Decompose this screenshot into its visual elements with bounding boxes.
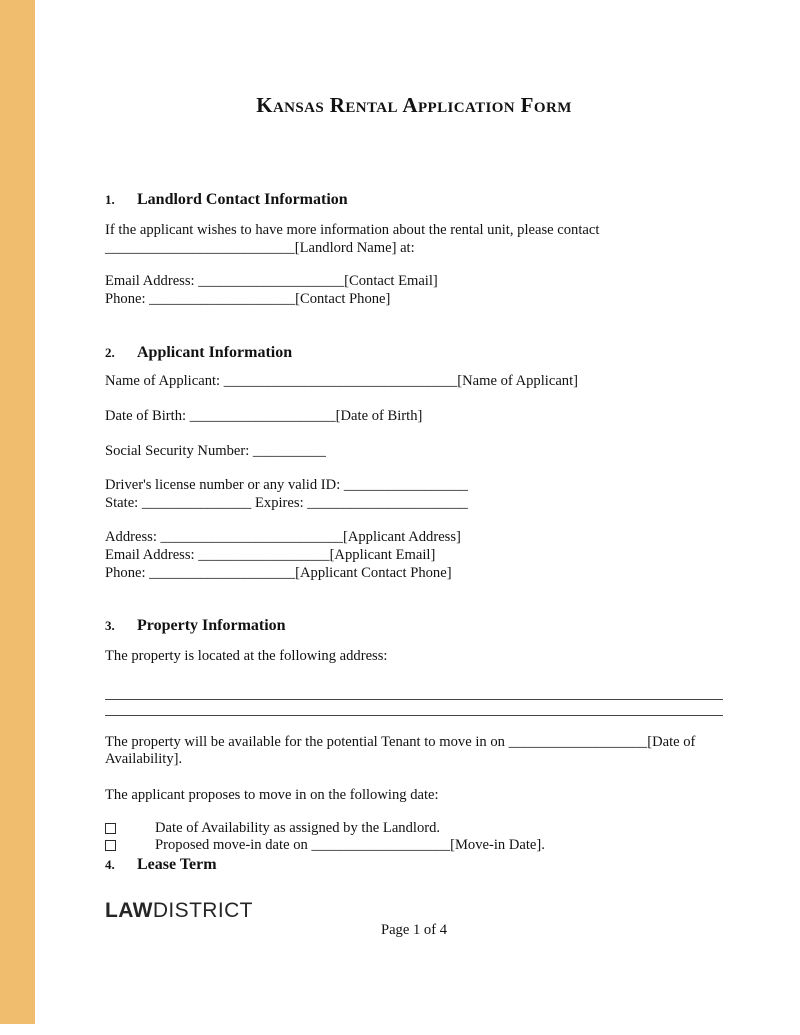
landlord-intro-line1: If the applicant wishes to have more information about the rental unit, please contact: [105, 222, 600, 238]
applicant-license-block: [105, 477, 723, 512]
logo-district-text: DISTRICT: [152, 898, 253, 922]
applicant-name-line: Name of Applicant: ________________________________[Name of Applicant]: [105, 373, 579, 390]
applicant-phone-line: Phone: ____________________[Applicant Contact Phone]: [105, 564, 452, 581]
document-title: Kansas Rental Application Form: [256, 93, 572, 117]
property-address-blank-line-2: [105, 715, 723, 716]
section-heading-landlord-contact: [105, 190, 723, 210]
move-in-option-row: [105, 820, 723, 838]
section-title: Lease Term: [137, 855, 217, 873]
applicant-contact-block: [105, 529, 723, 582]
section-heading-applicant-info: [105, 343, 723, 363]
property-address-blank-line-1: [105, 699, 723, 700]
section-heading-property-info: [105, 616, 723, 636]
checkbox-proposed-move-in-date[interactable]: [105, 840, 116, 851]
applicant-dob-line: Date of Birth: ____________________[Date of Birth]: [105, 407, 423, 424]
applicant-license-line: Driver's license number or any valid ID: _________________: [105, 477, 468, 494]
accent-stripe: [0, 0, 35, 1024]
landlord-email-line: Email Address: ____________________[Contact Email]: [105, 273, 438, 290]
landlord-name-blank-line: __________________________[Landlord Name] at:: [105, 239, 415, 256]
availability-paragraph: [105, 734, 723, 769]
page-number: Page 1 of 4: [380, 921, 448, 938]
section-title: Property Information: [137, 617, 286, 635]
availability-line2: Availability].: [105, 751, 183, 768]
section-number: 3.: [105, 618, 115, 634]
checkbox-date-of-availability[interactable]: [105, 823, 116, 834]
document-content: [105, 0, 723, 939]
applicant-ssn-line: Social Security Number: __________: [105, 442, 326, 459]
applicant-address-line: Address: _________________________[Applicant Address]: [105, 529, 461, 546]
section-title: Applicant Information: [137, 344, 293, 362]
section-number: 1.: [105, 192, 115, 207]
availability-line1: The property will be available for the potential Tenant to move in on ___________________[Date of: [105, 733, 696, 750]
property-address-intro-line: The property is located at the following address:: [105, 648, 388, 665]
checkbox-label: Date of Availability as assigned by the Landlord.: [155, 819, 441, 836]
move-in-proposal-line: The applicant proposes to move in on the following date:: [105, 786, 439, 803]
applicant-email-line: Email Address: __________________[Applicant Email]: [105, 546, 436, 563]
section-title: Landlord Contact Information: [137, 191, 348, 208]
section-heading-lease-term: [105, 855, 723, 875]
section-number: 2.: [105, 345, 115, 361]
landlord-contact-block: [105, 273, 723, 308]
applicant-state-expires-line: State: _______________ Expires: ______________________: [105, 494, 468, 511]
section-number: 4.: [105, 856, 115, 872]
logo-law-text: LAW: [105, 898, 153, 922]
lawdistrict-logo: [105, 900, 723, 922]
landlord-phone-line: Phone: ____________________[Contact Phone]: [105, 290, 391, 307]
move-in-options-list: [105, 820, 723, 855]
move-in-option-row: [105, 837, 723, 855]
checkbox-label: Proposed move-in date on ___________________[Move-in Date].: [155, 837, 545, 854]
landlord-intro-paragraph: [105, 222, 723, 257]
